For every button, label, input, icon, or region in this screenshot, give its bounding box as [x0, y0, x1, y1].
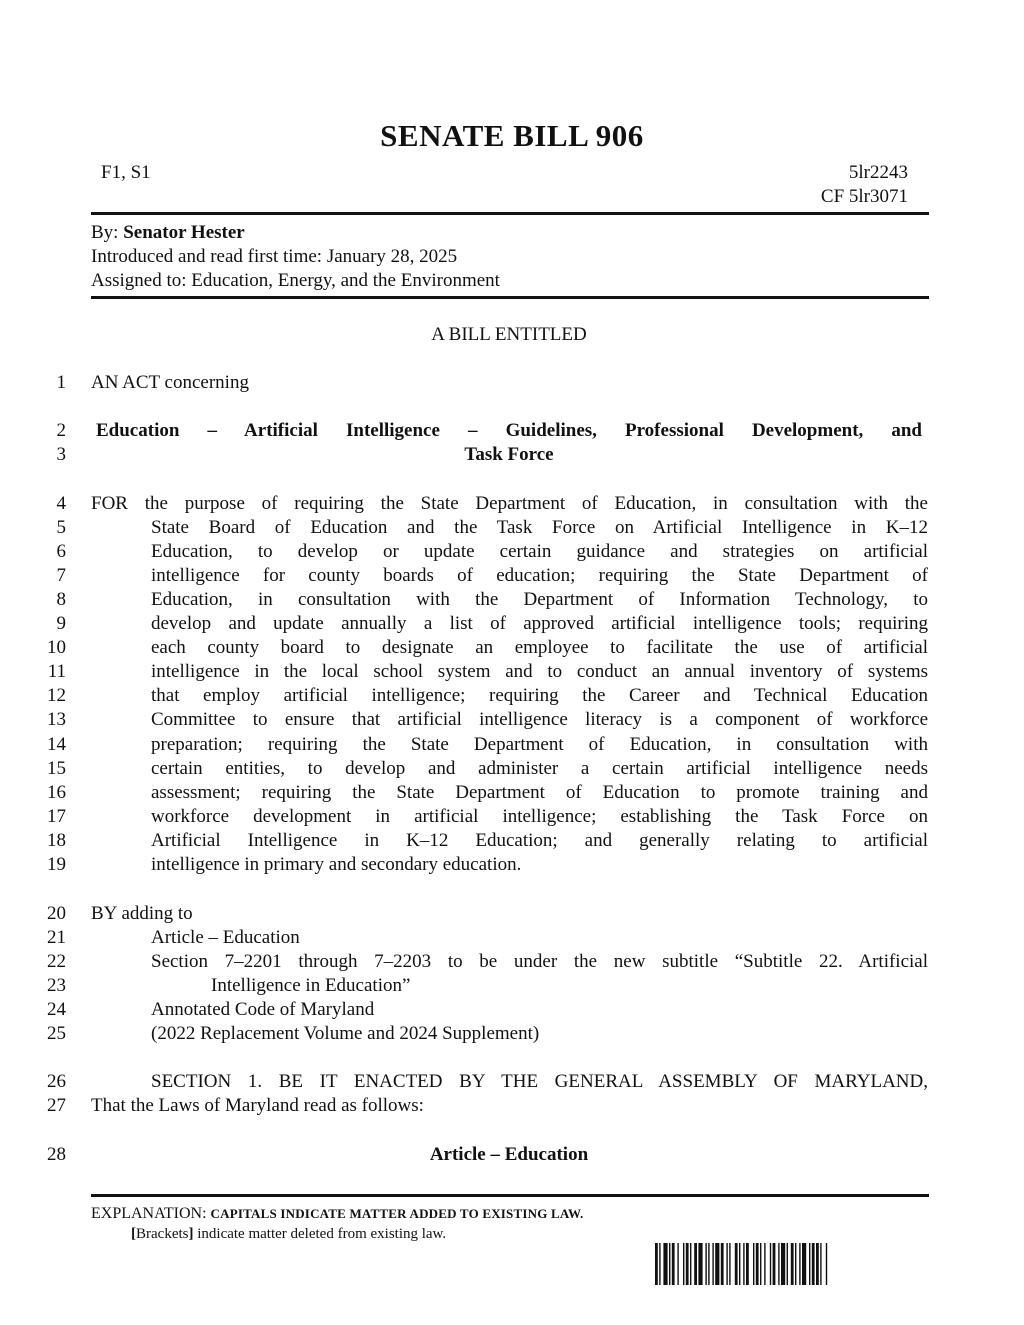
- purpose-line: intelligence in primary and secondary education.: [151, 854, 522, 875]
- explanation-caps: CAPITALS INDICATE MATTER ADDED TO EXISTING LAW.: [210, 1206, 584, 1221]
- barcode-bar: [698, 1243, 702, 1285]
- barcode-bar: [708, 1243, 709, 1285]
- explanation-line: [91, 1205, 583, 1223]
- line-number: 20: [47, 903, 66, 924]
- barcode-bar: [655, 1243, 658, 1285]
- barcode-bar: [778, 1243, 779, 1285]
- purpose-line: FOR the purpose of requiring the State Department of Education, in consultation with the: [91, 493, 928, 514]
- by-adding: BY adding to: [91, 903, 193, 924]
- purpose-line: each county board to designate an employee to facilitate the use of artificial: [151, 637, 928, 658]
- enacting-clause: That the Laws of Maryland read as follows:: [91, 1095, 424, 1116]
- barcode-bar: [677, 1243, 678, 1285]
- barcode-bar: [726, 1243, 727, 1285]
- purpose-line: certain entities, to develop and administer a certain artificial intelligence needs: [151, 758, 928, 779]
- explanation-label: EXPLANATION:: [91, 1205, 211, 1222]
- line-number: 2: [56, 420, 66, 441]
- barcode-bar: [735, 1243, 738, 1285]
- barcode-bar: [781, 1243, 785, 1285]
- purpose-line: State Board of Education and the Task Force on Artificial Intelligence in K–12: [151, 517, 928, 538]
- act-concerning: AN ACT concerning: [91, 372, 249, 393]
- barcode-bar: [756, 1243, 759, 1285]
- section-reference: Section 7–2201 through 7–2203 to be under the new subtitle “Subtitle 22. Artificial: [151, 951, 928, 972]
- line-number: 13: [47, 709, 66, 730]
- bill-drafting-number: 5lr2243: [848, 162, 908, 183]
- header-rule-top: [91, 212, 929, 215]
- line-number: 16: [47, 782, 66, 803]
- barcode-bar: [826, 1243, 827, 1285]
- line-number: 6: [56, 541, 66, 562]
- purpose-line: develop and update annually a list of approved artificial intelligence tools; requiring: [151, 613, 928, 634]
- barcode-bar: [816, 1243, 819, 1285]
- bill-entitled-heading: A BILL ENTITLED: [431, 324, 587, 345]
- line-number: 5: [56, 517, 66, 538]
- purpose-line: that employ artificial intelligence; requiring the Career and Technical Education: [151, 685, 928, 706]
- brackets-text: indicate matter deleted from existing law.: [193, 1226, 447, 1242]
- purpose-line: workforce development in artificial intelligence; establishing the Task Force on: [151, 806, 928, 827]
- line-number: 17: [47, 806, 66, 827]
- header-rule-bottom: [91, 296, 929, 299]
- code-reference: Annotated Code of Maryland: [151, 999, 375, 1020]
- line-number: 26: [47, 1071, 66, 1092]
- line-number: 10: [47, 637, 66, 658]
- barcode-bar: [672, 1243, 675, 1285]
- barcode-bar: [683, 1243, 684, 1285]
- barcode-bar: [712, 1243, 713, 1285]
- barcode-bar: [799, 1243, 800, 1285]
- purpose-line: preparation; requiring the State Department of Education, in consultation with: [151, 734, 928, 755]
- barcode-bar: [659, 1243, 660, 1285]
- line-number: 11: [47, 661, 66, 682]
- barcode-bar: [760, 1243, 761, 1285]
- barcode-bar: [770, 1243, 771, 1285]
- barcode-bar: [729, 1243, 730, 1285]
- brackets-word: Brackets: [136, 1226, 189, 1242]
- barcode-bar: [746, 1243, 749, 1285]
- barcode-bar: [812, 1243, 815, 1285]
- barcode-bar: [787, 1243, 788, 1285]
- brackets-line: [131, 1226, 446, 1243]
- barcode-bar: [686, 1243, 689, 1285]
- cross-file-number: CF 5lr3071: [820, 186, 908, 207]
- line-number: 15: [47, 758, 66, 779]
- article-heading: Article – Education: [429, 1144, 589, 1165]
- sponsor-name: Senator Hester: [123, 222, 245, 243]
- assigned-line: Assigned to: Education, Energy, and the Environment: [91, 270, 500, 291]
- line-number: 14: [47, 734, 66, 755]
- barcode-bar: [809, 1243, 810, 1285]
- barcode-bar: [773, 1243, 776, 1285]
- subject-line: Education – Artificial Intelligence – Guidelines, Professional Development, and: [96, 420, 922, 441]
- enacting-clause: SECTION 1. BE IT ENACTED BY THE GENERAL ASSEMBLY OF MARYLAND,: [151, 1071, 928, 1092]
- barcode-bar: [690, 1243, 691, 1285]
- subject-line: Task Force: [464, 444, 554, 465]
- barcode: [655, 1243, 905, 1285]
- purpose-line: Education, in consultation with the Department of Information Technology, to: [151, 589, 928, 610]
- line-number: 4: [56, 493, 66, 514]
- committee-code: F1, S1: [101, 162, 151, 183]
- barcode-bar: [753, 1243, 754, 1285]
- line-number: 9: [56, 613, 66, 634]
- barcode-bar: [802, 1243, 806, 1285]
- line-number: 12: [47, 685, 66, 706]
- purpose-line: intelligence in the local school system and to conduct an annual inventory of systems: [151, 661, 928, 682]
- barcode-bar: [743, 1243, 744, 1285]
- barcode-bar: [739, 1243, 740, 1285]
- purpose-line: Education, to develop or update certain guidance and strategies on artificial: [151, 541, 928, 562]
- line-number: 18: [47, 830, 66, 851]
- line-number: 19: [47, 854, 66, 875]
- footer-rule: [91, 1194, 929, 1197]
- barcode-bar: [721, 1243, 724, 1285]
- barcode-bar: [715, 1243, 719, 1285]
- line-number: 24: [47, 999, 66, 1020]
- line-number: 21: [47, 927, 66, 948]
- sponsor-line: [91, 221, 245, 245]
- bracket-open: [: [131, 1226, 136, 1242]
- volume-reference: (2022 Replacement Volume and 2024 Supplement): [151, 1023, 540, 1044]
- line-number: 1: [56, 372, 66, 393]
- line-number: 3: [56, 444, 66, 465]
- purpose-line: assessment; requiring the State Department of Education to promote training and: [151, 782, 928, 803]
- barcode-bar: [791, 1243, 794, 1285]
- line-number: 8: [56, 589, 66, 610]
- introduced-line: Introduced and read first time: January 28, 2025: [91, 246, 458, 267]
- barcode-bar: [694, 1243, 697, 1285]
- section-reference: Intelligence in Education”: [211, 975, 411, 996]
- sponsor-label: By:: [91, 222, 124, 243]
- barcode-bar: [663, 1243, 667, 1285]
- barcode-bar: [795, 1243, 796, 1285]
- bracket-close: ]: [188, 1226, 194, 1242]
- purpose-line: intelligence for county boards of education; requiring the State Department of: [151, 565, 928, 586]
- line-number: 27: [47, 1095, 66, 1116]
- line-number: 28: [47, 1144, 66, 1165]
- barcode-bar: [820, 1243, 821, 1285]
- barcode-bar: [669, 1243, 670, 1285]
- line-number: 23: [47, 975, 66, 996]
- article-reference: Article – Education: [151, 927, 300, 948]
- purpose-line: Artificial Intelligence in K–12 Education; and generally relating to artificial: [151, 830, 928, 851]
- line-number: 25: [47, 1023, 66, 1044]
- line-number: 7: [56, 565, 66, 586]
- purpose-line: Committee to ensure that artificial intelligence literacy is a component of workforce: [151, 709, 928, 730]
- line-number: 22: [47, 951, 66, 972]
- barcode-bar: [705, 1243, 706, 1285]
- bill-title: SENATE BILL 906: [380, 118, 644, 153]
- barcode-bar: [764, 1243, 765, 1285]
